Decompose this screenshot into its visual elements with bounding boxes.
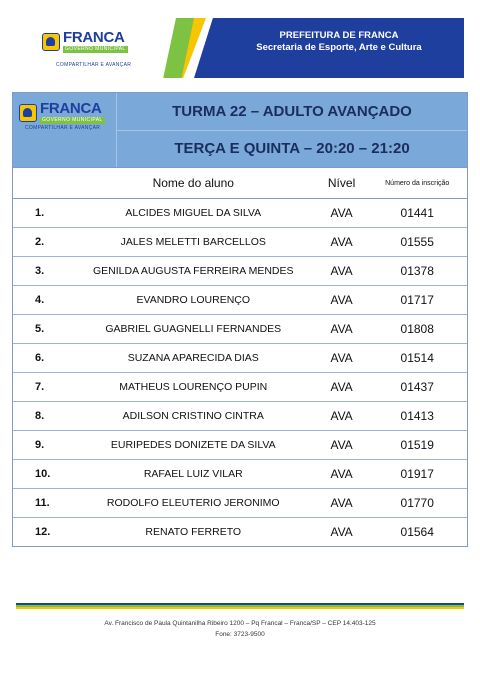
- table-row: [13, 228, 467, 257]
- row-number: 4.: [35, 294, 45, 306]
- brand-tagline: COMPARTILHAR E AVANÇAR: [56, 62, 132, 68]
- col-student-name: Nome do aluno: [152, 176, 234, 190]
- student-level: AVA: [330, 235, 353, 249]
- student-registration: 01555: [400, 235, 434, 249]
- student-level: AVA: [330, 264, 353, 278]
- student-name: ALCIDES MIGUEL DA SILVA: [125, 207, 262, 219]
- student-name: EVANDRO LOURENÇO: [136, 294, 251, 306]
- student-registration: 01717: [400, 293, 434, 307]
- student-table: [12, 92, 468, 547]
- table-row: [13, 518, 467, 546]
- student-name: ADILSON CRISTINO CINTRA: [122, 410, 264, 422]
- footer-address: Av. Francisco de Paula Quintanilha Ribeiro 1200 – Pq Francal – Franca/SP – CEP 14.403-125: [104, 620, 376, 627]
- table-row: [13, 460, 467, 489]
- row-number: 6.: [35, 352, 45, 364]
- student-level: AVA: [330, 409, 353, 423]
- table-row: [13, 315, 467, 344]
- brand-name: FRANCA: [63, 29, 125, 46]
- student-registration: 01519: [400, 438, 434, 452]
- student-name: MATHEUS LOURENÇO PUPIN: [119, 381, 268, 393]
- table-row: [13, 286, 467, 315]
- row-number: 7.: [35, 381, 45, 393]
- row-number: 8.: [35, 410, 45, 422]
- city-seal-icon: [42, 33, 60, 51]
- class-title: TURMA 22 – ADULTO AVANÇADO: [172, 102, 412, 120]
- student-registration: 01437: [400, 380, 434, 394]
- table-logo: [19, 101, 105, 124]
- row-number: 3.: [35, 265, 45, 277]
- footer: [16, 618, 464, 640]
- org-line-1: PREFEITURA DE FRANCA: [279, 30, 399, 41]
- student-registration: 01514: [400, 351, 434, 365]
- student-registration: 01441: [400, 206, 434, 220]
- class-schedule: TERÇA E QUINTA – 20:20 – 21:20: [117, 130, 467, 168]
- table-row: [13, 199, 467, 228]
- table-row: [13, 373, 467, 402]
- student-rows: [13, 199, 467, 546]
- student-level: AVA: [330, 351, 353, 365]
- student-level: AVA: [330, 467, 353, 481]
- header-banner: [16, 18, 464, 78]
- student-name: GENILDA AUGUSTA FERREIRA MENDES: [92, 265, 294, 277]
- student-level: AVA: [330, 525, 353, 539]
- student-name: EURIPEDES DONIZETE DA SILVA: [110, 439, 276, 451]
- row-number: 12.: [35, 526, 51, 538]
- student-registration: 01378: [400, 264, 434, 278]
- footer-phone: Fone: 3723-9500: [215, 631, 265, 638]
- table-row: [13, 489, 467, 518]
- student-registration: 01413: [400, 409, 434, 423]
- row-number: 11.: [35, 497, 50, 509]
- student-level: AVA: [330, 496, 353, 510]
- table-row: [13, 257, 467, 286]
- table-header: [13, 93, 467, 168]
- table-row: [13, 431, 467, 460]
- table-row: [13, 344, 467, 373]
- col-registration: Número da inscrição: [385, 179, 450, 187]
- student-level: AVA: [330, 322, 353, 336]
- student-registration: 01917: [400, 467, 434, 481]
- student-registration: 01770: [400, 496, 434, 510]
- brand-subtitle: GOVERNO MUNICIPAL: [65, 46, 126, 52]
- row-number: 1.: [35, 207, 45, 219]
- student-registration: 01564: [400, 525, 434, 539]
- col-level: Nível: [327, 176, 356, 190]
- row-number: 10.: [35, 468, 51, 480]
- student-name: JALES MELETTI BARCELLOS: [120, 236, 266, 248]
- student-name: SUZANA APARECIDA DIAS: [127, 352, 259, 364]
- row-number: 9.: [35, 439, 45, 451]
- org-line-2: Secretaria de Esporte, Arte e Cultura: [256, 42, 422, 53]
- column-headers: [13, 168, 467, 199]
- header-logo: [42, 30, 128, 53]
- organization-name: [214, 30, 464, 54]
- row-number: 5.: [35, 323, 45, 335]
- brand-subtitle: GOVERNO MUNICIPAL: [42, 117, 103, 123]
- row-number: 2.: [35, 236, 45, 248]
- brand-tagline: COMPARTILHAR E AVANÇAR: [25, 125, 101, 131]
- student-level: AVA: [330, 293, 353, 307]
- table-row: [13, 402, 467, 431]
- student-level: AVA: [330, 438, 353, 452]
- student-level: AVA: [330, 206, 353, 220]
- brand-name: FRANCA: [40, 100, 102, 117]
- student-name: RAFAEL LUIZ VILAR: [143, 468, 243, 480]
- student-name: RODOLFO ELEUTERIO JERONIMO: [106, 497, 280, 509]
- student-name: GABRIEL GUAGNELLI FERNANDES: [105, 323, 282, 335]
- footer-yellow-line: [16, 607, 464, 609]
- city-seal-icon: [19, 104, 37, 122]
- student-level: AVA: [330, 380, 353, 394]
- table-logo-cell: [13, 93, 117, 167]
- student-name: RENATO FERRETO: [145, 526, 242, 538]
- student-registration: 01808: [400, 322, 434, 336]
- footer-stripes: [16, 603, 464, 609]
